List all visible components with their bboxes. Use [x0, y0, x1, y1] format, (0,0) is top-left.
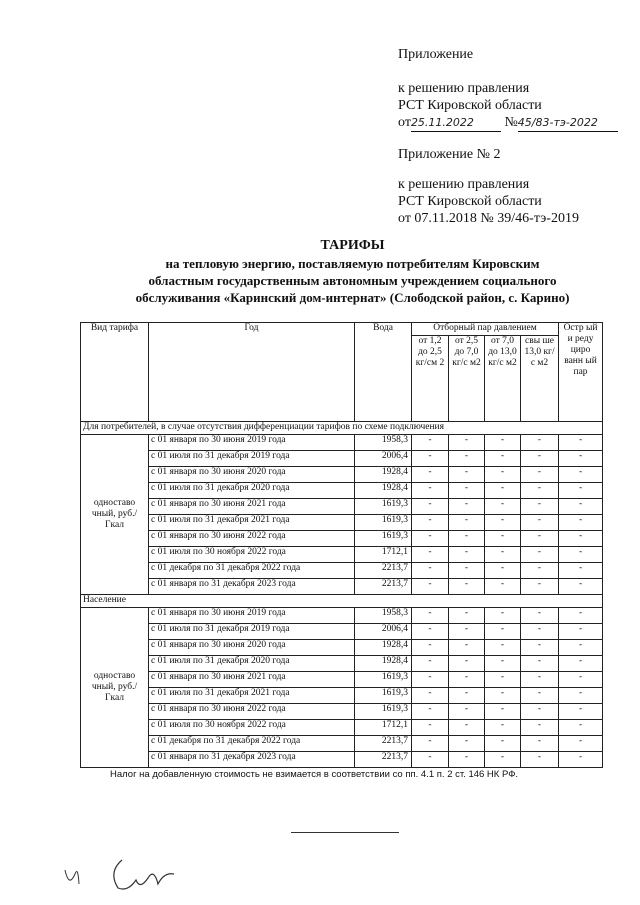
dash-cell: -	[485, 672, 521, 688]
dash-cell: -	[412, 467, 449, 483]
dash-cell: -	[559, 531, 603, 547]
dash-cell: -	[449, 688, 485, 704]
dash-cell: -	[449, 736, 485, 752]
dash-cell: -	[485, 688, 521, 704]
period-cell: с 01 января по 30 июня 2019 года	[149, 435, 355, 451]
dash-cell: -	[449, 579, 485, 595]
dash-cell: -	[559, 720, 603, 736]
water-value-cell: 2006,4	[355, 624, 412, 640]
dash-cell: -	[521, 656, 559, 672]
water-value-cell: 1928,4	[355, 656, 412, 672]
table-row	[81, 451, 603, 467]
water-value-cell: 1928,4	[355, 640, 412, 656]
dash-cell: -	[559, 608, 603, 624]
table-row	[81, 704, 603, 720]
table-row	[81, 736, 603, 752]
period-cell: с 01 января по 30 июня 2022 года	[149, 531, 355, 547]
table-row	[81, 752, 603, 768]
vat-note: Налог на добавленную стоимость не взимается в соответствии со пп. 4.1 п. 2 ст. 146 НК РФ.	[110, 769, 519, 780]
dash-cell: -	[412, 451, 449, 467]
table-row	[81, 579, 603, 595]
dash-cell: -	[559, 435, 603, 451]
dash-cell: -	[559, 563, 603, 579]
dash-cell: -	[521, 752, 559, 768]
period-cell: с 01 июля по 31 декабря 2019 года	[149, 451, 355, 467]
dash-cell: -	[559, 515, 603, 531]
dash-cell: -	[521, 547, 559, 563]
dash-cell: -	[412, 483, 449, 499]
dash-cell: -	[412, 531, 449, 547]
dash-cell: -	[485, 720, 521, 736]
header-tariff-type: Вид тарифа	[81, 323, 149, 422]
period-cell: с 01 января по 30 июня 2020 года	[149, 640, 355, 656]
dash-cell: -	[449, 451, 485, 467]
table-row	[81, 531, 603, 547]
dash-cell: -	[521, 640, 559, 656]
table-row	[81, 672, 603, 688]
dash-cell: -	[521, 672, 559, 688]
dash-cell: -	[412, 515, 449, 531]
appendix2-label: Приложение № 2	[398, 147, 501, 162]
dash-cell: -	[449, 531, 485, 547]
to-decision2-label: к решению правления	[398, 177, 530, 192]
dash-cell: -	[412, 640, 449, 656]
dash-cell: -	[559, 624, 603, 640]
dash-cell: -	[559, 451, 603, 467]
water-value-cell: 1928,4	[355, 467, 412, 483]
dash-cell: -	[521, 563, 559, 579]
table-row	[81, 563, 603, 579]
dash-cell: -	[412, 672, 449, 688]
period-cell: с 01 июля по 31 декабря 2019 года	[149, 624, 355, 640]
header-sharp-steam: Остр ый и реду циро ванн ый пар	[559, 323, 603, 422]
dash-cell: -	[412, 499, 449, 515]
dash-cell: -	[521, 704, 559, 720]
signature-line	[291, 832, 399, 833]
dash-cell: -	[559, 704, 603, 720]
dash-cell: -	[412, 563, 449, 579]
dash-cell: -	[412, 736, 449, 752]
dash-cell: -	[449, 720, 485, 736]
dash-cell: -	[412, 688, 449, 704]
dash-cell: -	[521, 515, 559, 531]
dash-cell: -	[559, 547, 603, 563]
water-value-cell: 1619,3	[355, 704, 412, 720]
from-prefix: от	[398, 115, 411, 130]
section-label: Для потребителей, в случае отсутствия дифференциации тарифов по схеме подключения	[81, 422, 603, 435]
dash-cell: -	[559, 640, 603, 656]
dash-cell: -	[485, 640, 521, 656]
handwritten-signature	[60, 850, 200, 895]
dash-cell: -	[449, 499, 485, 515]
handwritten-number: 45/83-тэ-2022	[518, 114, 618, 132]
table-row	[81, 499, 603, 515]
section-row	[81, 595, 603, 608]
table-row	[81, 688, 603, 704]
dash-cell: -	[521, 435, 559, 451]
water-value-cell: 1619,3	[355, 531, 412, 547]
dash-cell: -	[485, 499, 521, 515]
dash-cell: -	[485, 624, 521, 640]
dash-cell: -	[485, 515, 521, 531]
dash-cell: -	[412, 579, 449, 595]
dash-cell: -	[485, 563, 521, 579]
dash-cell: -	[449, 704, 485, 720]
dash-cell: -	[412, 720, 449, 736]
dash-cell: -	[559, 752, 603, 768]
dash-cell: -	[449, 624, 485, 640]
dash-cell: -	[449, 640, 485, 656]
tariff-table	[80, 322, 603, 768]
dash-cell: -	[521, 467, 559, 483]
dash-cell: -	[485, 451, 521, 467]
rst2-label: РСТ Кировской области	[398, 194, 542, 209]
dash-cell: -	[412, 752, 449, 768]
dash-cell: -	[559, 736, 603, 752]
appendix-label: Приложение	[398, 47, 474, 62]
dash-cell: -	[485, 435, 521, 451]
water-value-cell: 2006,4	[355, 451, 412, 467]
period-cell: с 01 января по 31 декабря 2023 года	[149, 752, 355, 768]
dash-cell: -	[449, 656, 485, 672]
dash-cell: -	[449, 483, 485, 499]
dash-cell: -	[449, 672, 485, 688]
decision-date-line	[398, 114, 618, 132]
tariff-type-cell: одноставо чный, руб./Гкал	[81, 608, 149, 768]
dash-cell: -	[521, 688, 559, 704]
tariff-type-cell: одноставо чный, руб./Гкал	[81, 435, 149, 595]
water-value-cell: 1619,3	[355, 688, 412, 704]
dash-cell: -	[485, 736, 521, 752]
dash-cell: -	[485, 467, 521, 483]
period-cell: с 01 января по 30 июня 2019 года	[149, 608, 355, 624]
period-cell: с 01 января по 30 июня 2020 года	[149, 467, 355, 483]
dash-cell: -	[485, 547, 521, 563]
period-cell: с 01 июля по 31 декабря 2020 года	[149, 483, 355, 499]
water-value-cell: 1712,1	[355, 720, 412, 736]
dash-cell: -	[559, 688, 603, 704]
dash-cell: -	[412, 704, 449, 720]
header-p2: от 2,5 до 7,0 кг/с м2	[449, 336, 485, 422]
dash-cell: -	[449, 547, 485, 563]
header-p3: от 7,0 до 13,0 кг/с м2	[485, 336, 521, 422]
dash-cell: -	[521, 624, 559, 640]
table-row	[81, 483, 603, 499]
tariff-table-body	[81, 422, 603, 768]
header-p4: свы ше 13,0 кг/с м2	[521, 336, 559, 422]
original-decision-ref: от 07.11.2018 № 39/46-тэ-2019	[398, 211, 579, 226]
dash-cell: -	[449, 467, 485, 483]
doc-title: ТАРИФЫ	[320, 238, 385, 253]
to-decision-label: к решению правления	[398, 81, 530, 96]
table-row	[81, 435, 603, 451]
dash-cell: -	[412, 435, 449, 451]
dash-cell: -	[559, 656, 603, 672]
dash-cell: -	[521, 736, 559, 752]
dash-cell: -	[485, 483, 521, 499]
table-row	[81, 656, 603, 672]
handwritten-date: 25.11.2022	[411, 114, 501, 132]
dash-cell: -	[521, 720, 559, 736]
section-row	[81, 422, 603, 435]
water-value-cell: 2213,7	[355, 563, 412, 579]
period-cell: с 01 июля по 31 декабря 2021 года	[149, 688, 355, 704]
doc-subtitle-3: обслуживания «Каринский дом-интернат» (Слободской район, с. Карино)	[135, 290, 570, 305]
dash-cell: -	[521, 579, 559, 595]
dash-cell: -	[412, 656, 449, 672]
dash-cell: -	[412, 608, 449, 624]
water-value-cell: 1928,4	[355, 483, 412, 499]
period-cell: с 01 января по 30 июня 2022 года	[149, 704, 355, 720]
period-cell: с 01 июля по 30 ноября 2022 года	[149, 720, 355, 736]
dash-cell: -	[521, 483, 559, 499]
period-cell: с 01 декабря по 31 декабря 2022 года	[149, 563, 355, 579]
table-row	[81, 515, 603, 531]
period-cell: с 01 января по 31 декабря 2023 года	[149, 579, 355, 595]
dash-cell: -	[449, 515, 485, 531]
dash-cell: -	[449, 563, 485, 579]
dash-cell: -	[485, 704, 521, 720]
header-year: Год	[149, 323, 355, 422]
dash-cell: -	[485, 579, 521, 595]
doc-subtitle-1: на тепловую энергию, поставляемую потребителям Кировским	[165, 256, 540, 271]
header-p1: от 1,2 до 2,5 кг/см 2	[412, 336, 449, 422]
dash-cell: -	[559, 467, 603, 483]
period-cell: с 01 декабря по 31 декабря 2022 года	[149, 736, 355, 752]
dash-cell: -	[485, 752, 521, 768]
number-sign: №	[504, 115, 518, 130]
dash-cell: -	[412, 624, 449, 640]
rst-label: РСТ Кировской области	[398, 98, 542, 113]
dash-cell: -	[559, 483, 603, 499]
dash-cell: -	[449, 608, 485, 624]
dash-cell: -	[559, 499, 603, 515]
period-cell: с 01 июля по 30 ноября 2022 года	[149, 547, 355, 563]
dash-cell: -	[449, 752, 485, 768]
dash-cell: -	[559, 579, 603, 595]
dash-cell: -	[485, 608, 521, 624]
water-value-cell: 1619,3	[355, 499, 412, 515]
dash-cell: -	[521, 451, 559, 467]
table-row	[81, 720, 603, 736]
table-row	[81, 624, 603, 640]
water-value-cell: 2213,7	[355, 736, 412, 752]
water-value-cell: 1712,1	[355, 547, 412, 563]
table-row	[81, 608, 603, 624]
header-water: Вода	[355, 323, 412, 422]
doc-subtitle-2: областным государственным автономным учреждением социального	[148, 273, 557, 288]
period-cell: с 01 января по 30 июня 2021 года	[149, 672, 355, 688]
dash-cell: -	[485, 531, 521, 547]
water-value-cell: 2213,7	[355, 579, 412, 595]
period-cell: с 01 июля по 31 декабря 2021 года	[149, 515, 355, 531]
period-cell: с 01 июля по 31 декабря 2020 года	[149, 656, 355, 672]
dash-cell: -	[449, 435, 485, 451]
dash-cell: -	[485, 656, 521, 672]
table-row	[81, 467, 603, 483]
dash-cell: -	[521, 531, 559, 547]
water-value-cell: 1958,3	[355, 608, 412, 624]
water-value-cell: 1958,3	[355, 435, 412, 451]
water-value-cell: 2213,7	[355, 752, 412, 768]
table-row	[81, 640, 603, 656]
header-steam: Отборный пар давлением	[412, 323, 559, 336]
dash-cell: -	[521, 499, 559, 515]
dash-cell: -	[559, 672, 603, 688]
period-cell: с 01 января по 30 июня 2021 года	[149, 499, 355, 515]
dash-cell: -	[412, 547, 449, 563]
water-value-cell: 1619,3	[355, 515, 412, 531]
dash-cell: -	[521, 608, 559, 624]
water-value-cell: 1619,3	[355, 672, 412, 688]
table-row	[81, 547, 603, 563]
section-label: Население	[81, 595, 603, 608]
